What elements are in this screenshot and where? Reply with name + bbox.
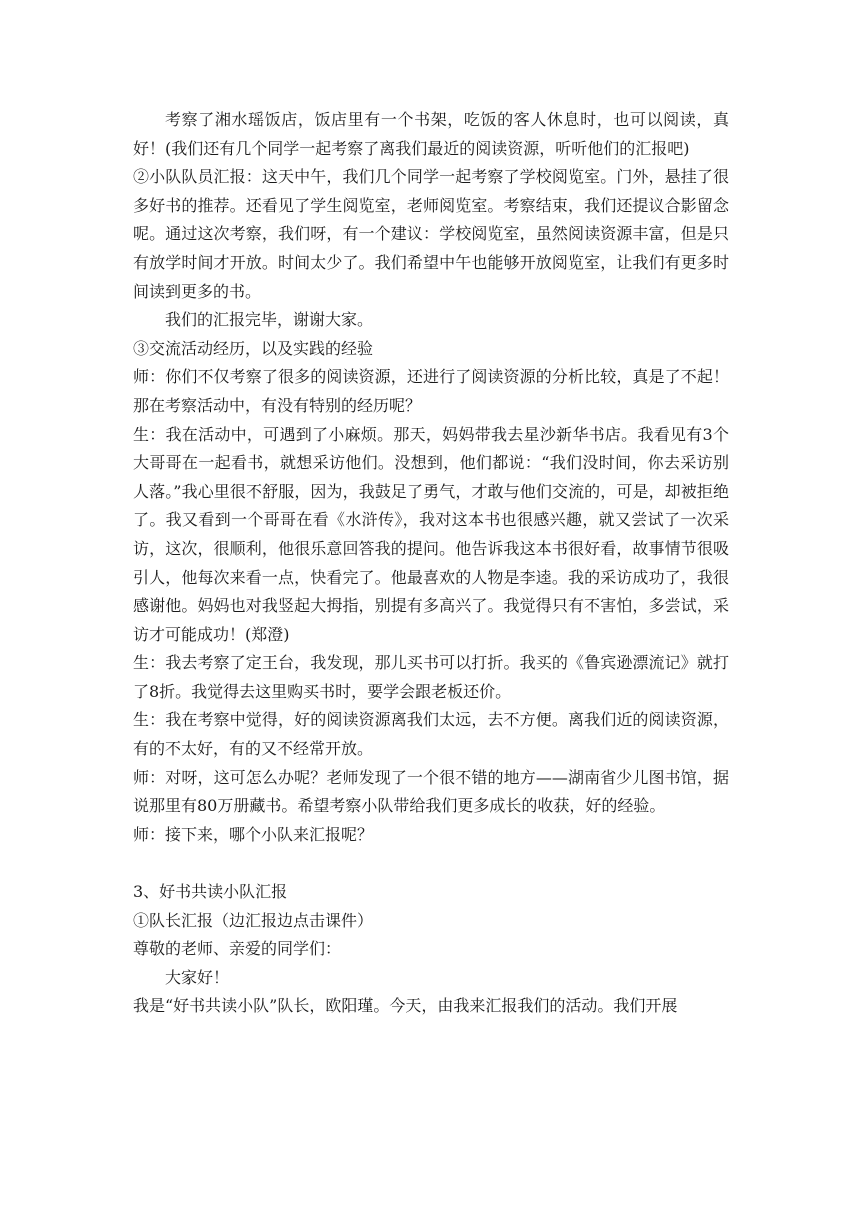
paragraph-team-member-report: ②小队队员汇报：这天中午，我们几个同学一起考察了学校阅览室。门外，悬挂了很多好书的推荐。还看见了学生阅览室，老师阅览室。考察结束，我们还提议合影留念呢。通过这次考察，我们呀，有一个建议：学校阅览室，虽然阅读资源丰富，但是只有放学时间才开放。时间太少了。我们希望中午也能够开放阅览室，让我们有更多时间读到更多的书。: [133, 167, 729, 301]
blank-line: [133, 849, 729, 878]
paragraph-student-distance: 生：我在考察中觉得，好的阅读资源离我们太远，去不方便。离我们近的阅读资源，有的不太好，有的又不经常开放。: [133, 710, 729, 759]
section-heading-book-team: 3、好书共读小队汇报: [133, 882, 288, 902]
paragraph-student-interview: 生：我在活动中，可遇到了小麻烦。那天，妈妈带我去星沙新华书店。我看见有3个大哥哥在一起看书，就想采访他们。没想到，他们都说：“我们没时间，你去采访别人落。”我心里很不舒服，因为，我鼓足了勇气，才敢与他们交流的，可是，却被拒绝了。我又看到一个哥哥在看《水浒传》，我对这本书也很感兴趣，就又尝试了一次采访，这次，很顺利，他很乐意回答我的提问。他告诉我这本书很好看，故事情节很吸引人，他每次来看一点，快看完了。他最喜欢的人物是李逵。我的采访成功了，我很感谢他。妈妈也对我竖起大拇指，别提有多高兴了。我觉得只有不害怕，多尝试，采访才可能成功！(郑澄): [133, 424, 729, 644]
paragraph-greeting: 尊敬的老师、亲爱的同学们：: [133, 939, 342, 959]
paragraph-teacher-question: 师：你们不仅考察了很多的阅读资源，还进行了阅读资源的分析比较，真是了不起！那在考察活动中，有没有特别的经历呢？: [133, 367, 729, 415]
paragraph-report-end: 我们的汇报完毕，谢谢大家。: [165, 310, 374, 330]
paragraph-captain-intro: 我是“好书共读小队”队长，欧阳瑾。今天，由我来汇报我们的活动。我们开展: [133, 996, 678, 1016]
paragraph-captain-report: ①队长汇报（边汇报边点击课件）: [133, 910, 374, 930]
document-page: [133, 106, 729, 1021]
paragraph-teacher-next: 师：接下来，哪个小队来汇报呢？: [133, 824, 374, 844]
paragraph-exchange-heading: ③交流活动经历，以及实践的经验: [133, 338, 374, 358]
paragraph-hello: 大家好！: [165, 967, 230, 987]
paragraph-hotel-survey: 考察了湘水瑶饭店，饭店里有一个书架，吃饭的客人休息时，也可以阅读，真好！(我们还有几个同学一起考察了离我们最近的阅读资源，听听他们的汇报吧): [133, 110, 729, 158]
paragraph-teacher-library: 师：对呀，这可怎么办呢？老师发现了一个很不错的地方——湖南省少儿图书馆，据说那里有80万册藏书。希望考察小队带给我们更多成长的收获，好的经验。: [133, 767, 729, 816]
paragraph-student-dingwangtai: 生：我去考察了定王台，我发现，那儿买书可以打折。我买的《鲁宾逊漂流记》就打了8折。我觉得去这里购买书时，要学会跟老板还价。: [133, 653, 729, 701]
